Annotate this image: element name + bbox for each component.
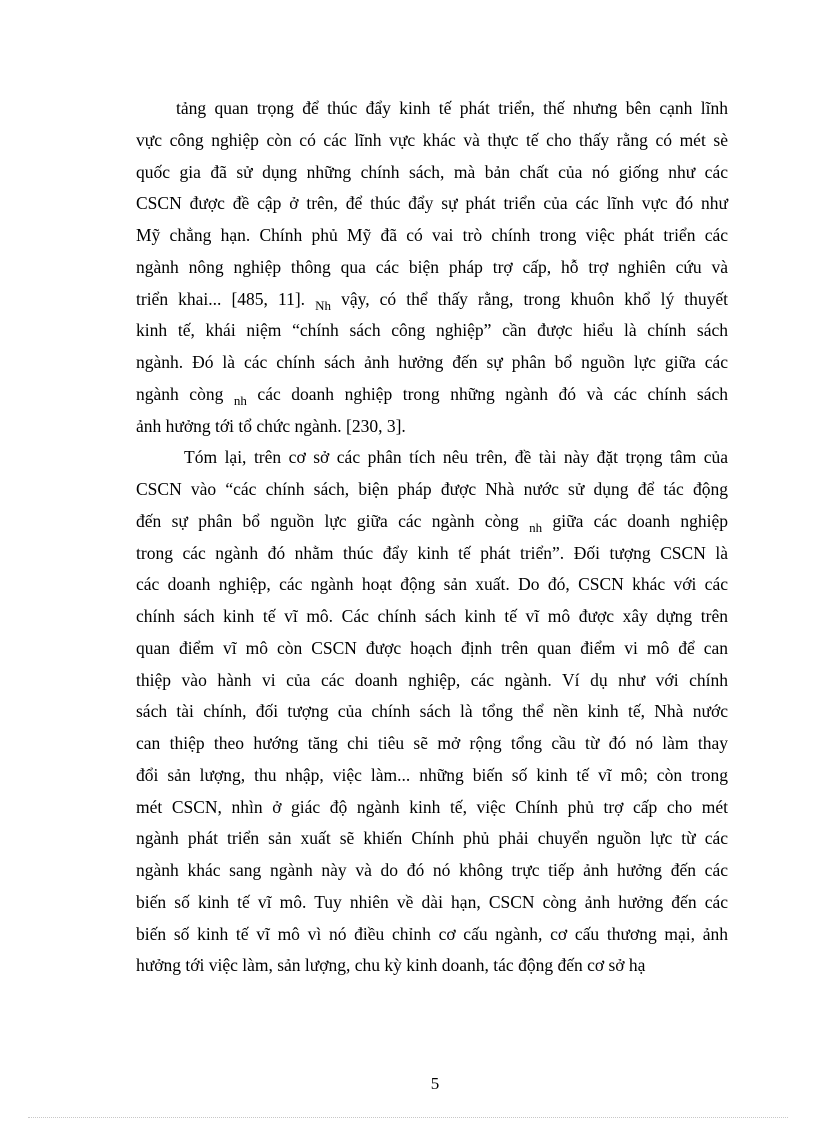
text-line: sách tài chính, đối tượng của chính sách là tổng thể nền kinh tế, Nhà nước xyxy=(136,701,728,722)
text-segment: đến sự phân bổ nguồn lực giữa các ngành còng xyxy=(136,510,519,531)
text-line: biến số kinh tế vĩ mô. Tuy nhiên về dài hạn, CSCN còng ảnh hưởng đến các xyxy=(136,891,728,912)
text-line: vực công nghiệp còn có các lĩnh vực khác và thực tế cho thấy rằng có mét sè xyxy=(136,129,728,150)
text-line: Tóm lại, trên cơ sở các phân tích nêu trên, đề tài này đặt trọng tâm của xyxy=(184,447,728,468)
text-line xyxy=(136,505,728,537)
text-line: biến số kinh tế vĩ mô vì nó điều chỉnh cơ cấu ngành, cơ cấu thương mại, ảnh xyxy=(136,923,728,944)
text-line: ngành. Đó là các chính sách ảnh hưởng đến sự phân bổ nguồn lực giữa các xyxy=(136,352,728,372)
text-line: đổi sản lượng, thu nhập, việc làm... những biến số kinh tế vĩ mô; còn trong xyxy=(136,764,728,785)
text-line: quan điểm vĩ mô còn CSCN được hoạch định trên quan điểm vi mô để can xyxy=(136,637,728,658)
text-segment: các doanh nghiệp trong những ngành đó và các chính sách xyxy=(257,383,729,404)
text-line: chính sách kinh tế vĩ mô. Các chính sách kinh tế vĩ mô được xây dựng trên xyxy=(136,606,728,626)
text-line: hưởng tới việc làm, sản lượng, chu kỳ kinh doanh, tác động đến cơ sở hạ xyxy=(136,955,646,976)
text-line: ngành phát triển sản xuất sẽ khiến Chính phủ phải chuyển nguồn lực từ các xyxy=(136,828,728,849)
text-segment: giữa các doanh nghiệp xyxy=(552,510,728,531)
broken-glyph-fragment: nh xyxy=(233,392,247,408)
text-line xyxy=(136,283,728,315)
text-segment: vậy, có thể thấy rằng, trong khuôn khổ lý thuyết xyxy=(341,288,729,309)
text-line: CSCN vào “các chính sách, biện pháp được Nhà nước sử dụng để tác động xyxy=(136,479,728,499)
text-line: quốc gia đã sử dụng những chính sách, mà bản chất của nó giống như các xyxy=(136,161,728,182)
footer-divider xyxy=(28,1117,788,1118)
text-line: ngành nông nghiệp thông qua các biện pháp trợ cấp, hỗ trợ nghiên cứu và xyxy=(136,256,728,277)
text-segment: ngành còng xyxy=(136,383,224,404)
text-line: trong các ngành đó nhằm thúc đẩy kinh tế phát triển”. Đối tượng CSCN là xyxy=(136,542,728,563)
page-number: 5 xyxy=(430,1074,440,1093)
text-line: mét CSCN, nhìn ở giác độ ngành kinh tế, việc Chính phủ trợ cấp cho mét xyxy=(136,796,728,817)
text-line: kinh tế, khái niệm “chính sách công nghiệp” cần được hiểu là chính sách xyxy=(136,320,728,341)
text-line: can thiệp theo hướng tăng chi tiêu sẽ mở rộng tổng cầu từ đó nó làm thay xyxy=(136,733,728,753)
broken-glyph-fragment: Nh xyxy=(315,297,332,313)
text-line: Mỹ chẳng hạn. Chính phủ Mỹ đã có vai trò chính trong việc phát triển các xyxy=(136,225,728,245)
text-line: các doanh nghiệp, các ngành hoạt động sản xuất. Do đó, CSCN khác với các xyxy=(136,574,728,595)
text-segment: triển khai... [485, 11]. xyxy=(136,288,306,309)
text-line: ngành khác sang ngành này và do đó nó không trực tiếp ảnh hưởng đến các xyxy=(136,860,728,880)
broken-glyph-fragment: nh xyxy=(529,519,543,535)
text-line: ảnh hưởng tới tổ chức ngành. [230, 3]. xyxy=(136,415,406,436)
text-line: CSCN được đề cập ở trên, để thúc đẩy sự phát triển của các lĩnh vực đó như xyxy=(136,193,728,214)
text-line xyxy=(136,378,728,410)
text-line: thiệp vào hành vi của các doanh nghiệp, các ngành. Ví dụ như với chính xyxy=(136,669,728,690)
text-line: tảng quan trọng để thúc đẩy kinh tế phát triển, thế nhưng bên cạnh lĩnh xyxy=(176,98,728,118)
